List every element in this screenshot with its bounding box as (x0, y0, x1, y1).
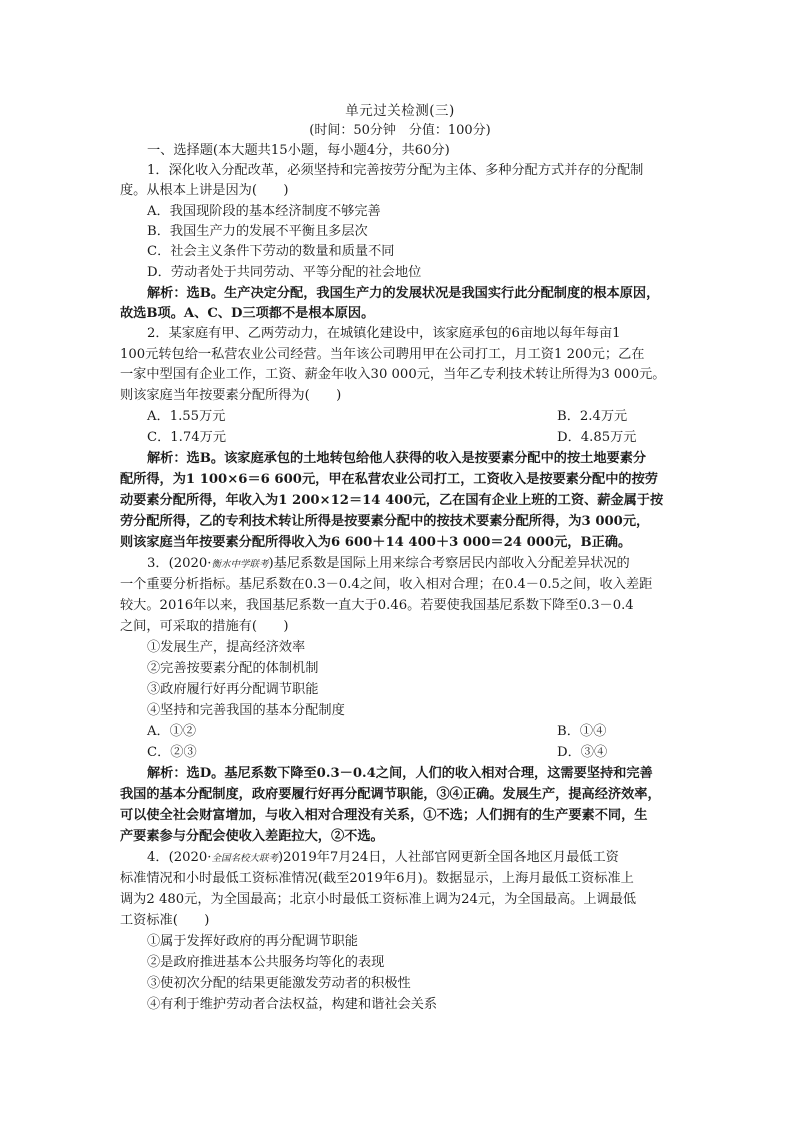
q3-options-row2 (147, 743, 707, 763)
q2-option-c: C．1.74万元 (147, 430, 227, 445)
q2-answer-line2: 配所得，为1 100×6＝6 600元，甲在私营农业公司打工，工资收入是按要素分配中的按劳 (120, 472, 658, 487)
q4-stem-line3: 调为2 480元，为全国最高；北京小时最低工资标准上调为24元，为全国最高。上调最低 (120, 892, 637, 907)
q2-option-a: A．1.55万元 (147, 409, 226, 424)
q4-stem-text: )2019年7月24日，人社部官网更新全国各地区月最低工资 (278, 850, 619, 865)
q1-answer-line1: 解析：选B。生产决定分配，我国生产力的发展状况是我国实行此分配制度的根本原因， (147, 286, 660, 301)
q2-answer-line1: 解析：选B。该家庭承包的土地转包给他人获得的收入是按要素分配中的按土地要素分 (147, 451, 647, 466)
q3-stem-line1 (147, 554, 707, 575)
q3-item-2: ②完善按要素分配的体制机制 (147, 661, 319, 676)
page-subtitle: (时间：50分钟 分值：100分) (309, 123, 491, 138)
q2-answer-line4: 劳分配所得，乙的专利技术转让所得是按要素分配中的按技术要素分配所得，为3 000元， (120, 514, 650, 529)
q1-stem-line2: 度。从根本上讲是因为( ) (120, 183, 289, 198)
q3-option-a: A．①② (147, 724, 197, 739)
q3-source: 衡水中学联考 (211, 559, 269, 570)
q3-item-3: ③政府履行好再分配调节职能 (147, 682, 319, 697)
q4-item-3: ③使初次分配的结果更能激发劳动者的积极性 (147, 976, 411, 991)
q2-options-row2 (147, 428, 707, 448)
q3-prefix: 3．(2020· (147, 556, 212, 571)
q1-option-b: B．我国生产力的发展不平衡且多层次 (147, 224, 368, 239)
q3-stem-line3: 较大。2016年以来，我国基尼系数一直大于0.46。若要使我国基尼系数下降至0.3－0.4 (120, 598, 634, 613)
q3-answer-line4: 产要素参与分配会使收入差距拉大，②不选。 (120, 829, 384, 844)
q3-item-1: ①发展生产，提高经济效率 (147, 640, 306, 655)
q3-option-c: C．②③ (147, 745, 197, 760)
q3-item-4: ④坚持和完善我国的基本分配制度 (147, 703, 345, 718)
q3-option-b: B．①④ (557, 724, 607, 739)
q4-source: 全国名校大联考 (211, 853, 278, 864)
q3-answer-line2: 我国的基本分配制度，政府要履行好再分配调节职能，③④正确。发展生产，提高经济效率， (120, 787, 661, 802)
q2-answer-line3: 动要素分配所得，年收入为1 200×12＝14 400元，乙在国有企业上班的工资、薪金属于按 (120, 493, 664, 508)
q4-stem-line4: 工资标准( ) (120, 913, 210, 928)
page-title: 单元过关检测(三) (345, 103, 455, 119)
q4-item-2: ②是政府推进基本公共服务均等化的表现 (147, 955, 385, 970)
q4-stem-line1 (147, 848, 707, 869)
q3-option-d: D．③④ (557, 745, 608, 760)
q4-prefix: 4．(2020· (147, 850, 212, 865)
q1-option-c: C．社会主义条件下劳动的数量和质量不同 (147, 244, 395, 259)
q2-stem-line1: 2．某家庭有甲、乙两劳动力，在城镇化建设中，该家庭承包的6亩地以每年每亩1 (147, 326, 621, 341)
q4-item-4: ④有利于维护劳动者合法权益，构建和谐社会关系 (147, 997, 438, 1012)
q4-item-1: ①属于发挥好政府的再分配调节职能 (147, 934, 358, 949)
section-heading: 一、选择题(本大题共15小题，每小题4分，共60分) (147, 143, 450, 158)
q2-answer-line5: 则该家庭当年按要素分配所得收入为6 600＋14 400＋3 000＝24 000元，B正确。 (120, 535, 632, 550)
q3-stem-text: )基尼系数是国际上用来综合考察居民内部收入分配差异状况的 (268, 556, 630, 571)
q1-stem-line1: 1．深化收入分配改革，必须坚持和完善按劳分配为主体、多种分配方式并存的分配制 (147, 163, 644, 178)
q1-answer-line2: 故选B项。A、C、D三项都不是根本原因。 (120, 306, 375, 321)
q2-option-b: B．2.4万元 (557, 409, 628, 424)
q3-answer-line3: 可以使全社会财富增加，与收入相对合理没有关系，①不选；人们拥有的生产要素不同，生 (120, 808, 648, 823)
q3-stem-line2: 一个重要分析指标。基尼系数在0.3－0.4之间，收入相对合理；在0.4－0.5之间，收入差距 (120, 577, 653, 592)
q3-stem-line4: 之间，可采取的措施有( ) (120, 619, 289, 634)
q3-options-row1 (147, 722, 707, 742)
q2-option-d: D．4.85万元 (557, 430, 637, 445)
q2-options-row1 (147, 407, 707, 427)
q1-option-a: A．我国现阶段的基本经济制度不够完善 (147, 204, 381, 219)
q4-stem-line2: 标准情况和小时最低工资标准情况(截至2019年6月)。数据显示，上海月最低工资标准上 (120, 871, 634, 886)
q3-answer-line1: 解析：选D。基尼系数下降至0.3－0.4之间，人们的收入相对合理，这需要坚持和完善 (147, 766, 653, 781)
q2-stem-line2: 100元转包给一私营农业公司经营。当年该公司聘用甲在公司打工，月工资1 200元；乙在 (120, 347, 645, 362)
q2-stem-line4: 则该家庭当年按要素分配所得为( ) (120, 388, 342, 403)
q1-option-d: D．劳动者处于共同劳动、平等分配的社会地位 (147, 265, 422, 280)
q2-stem-line3: 一家中型国有企业工作，工资、薪金年收入30 000元，当年乙专利技术转让所得为3 000元。 (120, 367, 666, 382)
